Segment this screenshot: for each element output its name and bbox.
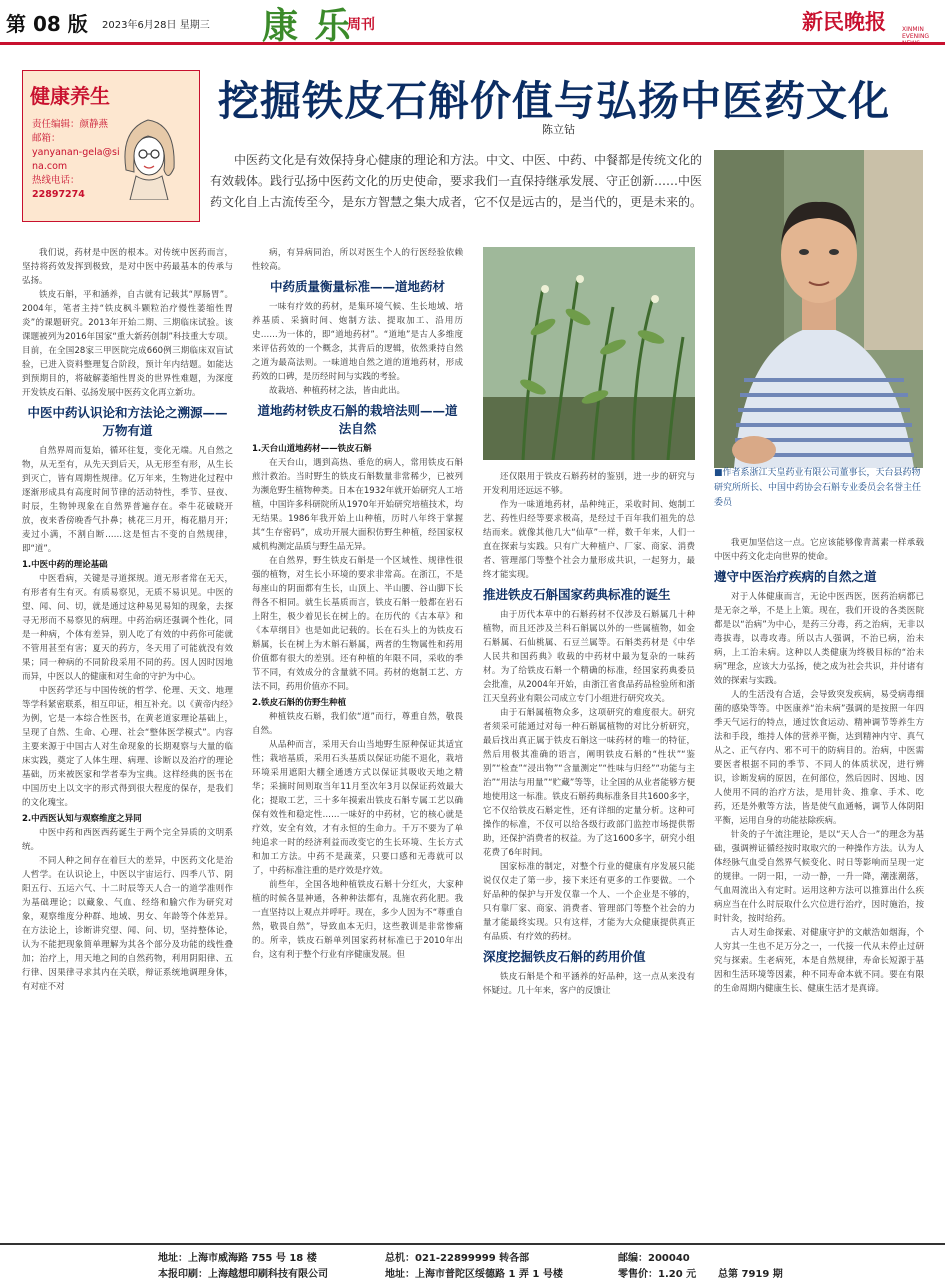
footer-postcode: 邮编：200040 [618, 1253, 690, 1264]
article-title: 挖掘铁皮石斛价值与弘扬中医药文化 [218, 78, 890, 124]
paragraph: 种植铁皮石斛，我们依“道”而行，尊重自然，敬畏自然。 [252, 712, 463, 736]
paragraph: 还仅限用于铁皮石斛药材的鉴别，进一步的研究与开发利用还远远不够。 [483, 472, 695, 496]
subsection-heading: 2.中西医认知与观察维度之异同 [22, 814, 142, 824]
section-heading: 深度挖掘铁皮石斛的药用价值 [483, 949, 646, 964]
publication-date: 2023年6月28日 星期三 [102, 20, 210, 31]
footer-switchboard: 总机：021-22899999 转各部 [385, 1253, 530, 1264]
footer-printer-address: 地址：上海市普陀区绥德路 1 弄 1 号楼 [385, 1269, 563, 1280]
text-column-2 [252, 246, 463, 1241]
dendrobium-plant-photo [483, 247, 695, 460]
section-heading: 遵守中医治疗疾病的自然之道 [714, 569, 877, 584]
paragraph: 由于历代本草中的石斛药材不仅涉及石斛属几十种植物，而且还涉及兰科石斛属以外的一些属植物，如金石斛属、石仙桃属、石豆兰属等。石斛类药材是《中华人民共和国药典》收载的中药材中最为复杂的一味药材。为了给铁皮石斛一个精确的标准，经国家药典委员会批准，从2004年开始，由浙江省食品药品检验所和浙江天皇药业有限公司成立专门小组进行研究攻关。 [483, 610, 695, 704]
paragraph: 我们说，药材是中医的根本。对传统中医药而言，坚持将药效发挥到极致，是对中医中药最基本的传承与弘扬。 [22, 248, 233, 286]
photo-caption: ■作者系浙江天皇药业有限公司董事长，天台县药物研究所所长、中国中药协会石斛专业委员会名誉主任委员 [714, 468, 922, 508]
paragraph: 在天台山，遇到高热、垂危的病人，常用铁皮石斛煎汁救治。当时野生的铁皮石斛数量非常稀少，已被列为濒危野生植物种类。日本在1932年就开始研究人工培植，中国许多科研院所从1970年开始研究培植技术，均无结果。1986年我开始上山种植，历时八年终于掌握其“生存密码”，成功开展大面积仿野生种植，经国家权威机构测定品质与野生品无异。 [252, 458, 463, 552]
text-column-1 [22, 246, 233, 1241]
paragraph: 中医药学还与中国传统的哲学、伦理、天文、地理等学科紧密联系，相互印证，相互补充。以《黄帝内经》为例，它是一本综合性医书，在黄老道家理论基础上，呈现了自然、生命、心理、社会“整体医学模式”。内容主要来源于中国古人对生命现象的长期观察与大量的临床实践，奠定了人体生理、病理、诊断以及治疗的理论基础，历来被医家和学者奉为宝典。这样经典的医书在中国历史上以文字的形式得到很大程度的保存，是我们的文化瑰宝。 [22, 686, 233, 808]
paragraph: 不同人种之间存在着巨大的差异，中医药文化是治人哲学。在认识论上，中医以宇宙运行、四季八节、阴阳五行、五运六气、十二时辰等天人合一的道学准则作为基础理论；以藏象、气血、经络和腧穴作为研究对象，观察维度分种群、地域、男女、年龄等个体差异。在方法论上，诊断讲究望、闻、问、切，坚持整体论，认为不能把现象简单理解为其各个部分及功能的线性叠加；治疗上，用天地之间的自然药物，利用阴阳律、五行律、因果律寻求其内在关联，辩证系统地调理身体，有对症不对 [22, 856, 233, 992]
section-heading: 推进铁皮石斛国家药典标准的诞生 [483, 587, 671, 602]
paragraph: 一味有疗效的药材，是集环境气候、生长地域、培养基质、采摘时间、炮制方法、提取加工、沿用历史……为一体的，即“道地药材”。“道地”是古人多维度来评估药效的一个概念，其背后的逻辑，依然秉持自然之道为最高法则。一味道地自然之道的道地药材，形成药效的口碑，是历经时间与实践的考验。 [252, 302, 463, 382]
author-photo [714, 150, 923, 468]
text-column-4 [714, 536, 924, 1241]
hotline-number: 22897274 [32, 189, 85, 200]
section-heading: 中药质量衡量标准——道地药材 [269, 279, 445, 294]
paragraph: 铁皮石斛，平和涵养，自古就有记载其“厚肠胃”。2004年，笔者主持“铁皮枫斗颗粒治疗慢性萎缩性胃炎”的课题研究。2013年开始二期、三期临床试验。该课题被列为2016年国家“重大新药创制”科技重大专项。目前，在全国28家三甲医院完成660例三期临床双盲试验，已进入资料整理复合阶段，预计年内结题。如能达到预期目的，将破解萎缩性胃炎的世界性难题，为深度开发铁皮石斛、弘扬发展中医药文化再立新功。 [22, 290, 233, 398]
paragraph: 国家标准的制定，对整个行业的健康有序发展只能说仅仅走了第一步，接下来还有更多的工作要做。一个好品种的保护与开发仅靠一个人、一个企业是不够的，只有靠厂家、商家、消费者、管理部门等整个社会的力量才能最终实现。只有这样，才能为大众健康提供真正有品质、有疗效的药材。 [483, 862, 695, 942]
editor-label: 责任编辑：颜静燕 [32, 119, 109, 130]
subsection-heading: 1.中医中药的理论基础 [22, 560, 108, 570]
article-lead: 中医药文化是有效保持身心健康的理论和方法。中文、中医、中药、中餐都是传统文化的有效载体。践行弘扬中医药文化的历史使命，要求我们一直保持继承发展、守正创新……中医药文化自上古流传至今，是东方智慧之集大成者，它不仅是远古的，是当代的，更是未来的。 [210, 153, 703, 209]
paragraph: 中医中药和西医西药诞生于两个完全异质的文明系统。 [22, 828, 233, 852]
email-address[interactable]: yanyanan-gela@sina.com [32, 147, 120, 172]
paragraph: 在自然界，野生铁皮石斛是一个区域性、规律性很强的植物，对生长小环境的要求非常高。在浙江，不是每座山的阴面都有生长，山顶上、半山腰、谷山脚下长得各不相同。就生长基质而言，铁皮石斛一般都在岩石上附生，极少着见长在树上的。在历代的《古本草》和《本草纲目》也是如此记载的。长在石头上的为铁皮石斛属，长在树上为木斛石斛属，两者的生物属性和药用价值都有很大的差别。还有种植的年限不同，采收的季节不同，有效成分的含量就不同。药材的炮制工艺、方法不同，药用价值亦不同。 [252, 556, 463, 692]
column-name: 健康养生 [30, 84, 110, 108]
paragraph: 作为一味道地药材，品种纯正，采收时间、炮制工艺、药性归经等要求极高，是经过千百年我们祖先的总结而来。就像其他几大“仙草”一样，数千年来，人们一直在探索与实践。只有广大种植户、厂家、商家、消费者、管理部门等整个社会力量形成共识，一起努力，最终才能实现。 [483, 500, 695, 580]
paragraph: 病，有异病同治，所以对医生个人的行医经验依赖性较高。 [252, 248, 463, 272]
section-heading: 中医中药认识论和方法论之溯源——万物有道 [27, 405, 228, 438]
subsection-heading: 2.铁皮石斛的仿野生种植 [252, 698, 347, 708]
paragraph: 中医看病，关键是寻道探规。道无形者常在无天，有形者有生有灭。有质易察见，无质不易识见。中医的望、闻、问、切，就是通过这种易见易知的现象，去探寻无形而不易察见的病理。中药治病还强调个性化，同是一种病，个体有差异，别人吃了有效的中药你可能就不管用甚至有害；夏天的药方，冬天用了可能就没有效果；同一种病的不同阶段采用不同的药。因人因时因地而异，中医以人的健康和对生命的守护为中心。 [22, 574, 233, 682]
supplement-logo: 康 乐 [262, 5, 353, 47]
section-heading: 道地药材铁皮石斛的栽培法则——道法自然 [257, 403, 458, 436]
hotline-label: 热线电话： [32, 175, 80, 186]
article-author: 陈立钻 [542, 123, 575, 136]
paragraph: 故栽培、种植药材之法，皆由此出。 [269, 386, 406, 396]
footer-address: 地址：上海市威海路 755 号 18 楼 [158, 1253, 317, 1264]
paragraph: 前些年，全国各地种植铁皮石斛十分红火，大家种植的时候各显神通，各种种法都有，乱施农药化肥。我一直坚持以上观点并呼吁。现在，多少人因为不“尊重自然，敬畏自然”，导致血本无归，这些教训是非常惨痛的。所幸，铁皮石斛单列国家药材标准已于2010年出台，这有利于整个行业有序健康发展。但 [252, 880, 463, 960]
email-label: 邮箱： [32, 133, 61, 144]
editor-avatar [118, 110, 180, 200]
masthead-subtitle: XINMIN EVENING NEWS [902, 26, 930, 47]
supplement-suffix: 周刊 [347, 17, 375, 33]
newspaper-masthead: 新民晚报 [802, 9, 886, 34]
footer-issue-number: 总第 7919 期 [718, 1269, 783, 1280]
paragraph: 自然界周而复始，循环往复，变化无端。凡自然之物，从无至有，从先天到后天，从无形至有形，从生长到灭亡，皆有周期性规律。亿万年来，生物进化过程中逐渐形成具有高度时间节律的活动特性，季节、昼夜、时辰，生物钟现象在自然界普遍存在。牵牛花破晓开放，夜来香傍晚香气扑鼻；桃花三月开，梅花腊月开；麦过小满，不割自断……这是恒古不变的自然规律，即“道”。 [22, 446, 233, 554]
paragraph: 针灸的子午流注理论，是以“天人合一”的理念为基础，强调辨证循经按时取取穴的一种操作方法。认为人体经脉气血受自然界气候变化、时日等影响而呈现一定的规律。一阴一阳，一动一静，一升一降，潮涨潮落，气血周流出入有定时。运用这种方法可以推算出什么疾病应当在什么时辰取什么穴位进行治疗，因时施治，按时针灸，按时给药。 [714, 830, 924, 924]
footer-printer: 本报印刷：上海越想印刷科技有限公司 [158, 1269, 328, 1280]
paragraph: 铁皮石斛是个和平涵养的好品种，这一点从来没有怀疑过。几十年来，客户的反馈让 [483, 972, 695, 996]
text-column-3 [483, 470, 695, 1241]
paragraph: 对于人体健康而言，无论中医西医，医药治病都已是无奈之举，不是上上策。现在，我们开设的各类医院都是以“治病”为中心，是药三分毒，药之治病，无非以毒拔毒，以毒攻毒。所以古人强调，不治已病，治未病，上工治未病。这种以人类健康为终极目标的“治未病”理念，应该大力弘扬，使之成为社会共识，并付诸有效的探索与实践。 [714, 592, 924, 686]
paragraph: 我更加坚信这一点。它应该能够像青蒿素一样承载中医中药文化走向世界的使命。 [714, 538, 924, 562]
paragraph: 古人对生命探索、对健康守护的文献浩如烟海，个人穷其一生也不足万分之一，一代接一代从未停止过研究与探索。生老病死，本是自然规律，寿命长短源于基因和生活环境等因素，种不同寿命本就不同。要在有限的生命周期内健康生长、健康生活才是真谛。 [714, 928, 924, 994]
page-footer [0, 1243, 945, 1282]
footer-price: 零售价：1.20 元 [618, 1269, 697, 1280]
paragraph: 从品种而言，采用天台山当地野生原种保证其适宜性；栽培基质，采用石头基质以保证功能不退化，栽培环境采用遮阳大棚全通透方式以保证其吸收天地之精华；采摘时间则取当年11月至次年3月以保证药效最大化；提取工艺，三十多年摸索出铁皮石斛专属工艺以确保有效性和稳定性……一味好的中药材，它的核心就是疗效，安全有效，才有永恒的生命力。千万不要为了单纯追求一时的经济利益而改变它的生长环境、生长方式和加工方法。中药不是蔬菜，只要口感和无毒就可以了，中药标准注重的是疗效是疗效。 [252, 740, 463, 876]
column-contact [32, 118, 122, 202]
paragraph: 由于石斛属植物众多，这项研究的难度很大。研究者须采可能通过对每一种石斛属植物的对比分析研究，最后找出真正属于铁皮石斛这一味药材的唯一的特征，然后用极其准确的语言，阐明铁皮石斛的“性状”“鉴别”“检查”“浸出物”“含量测定”“性味与归经”“功能与主治”“用法与用量”“贮藏”等等，让全国的从业者能够方便地使用这一标准。铁皮石斛药典标准条目共1600多字，它不仅给铁皮石斛定性，还有详细的定量分析。这种可操作的标准，不仅可以给各级行政部门监控市场提供帮助，还保护消费者的权益。为了这1600多字，研究小组花费了6年时间。 [483, 708, 695, 858]
subsection-heading: 1.天台山道地药材——铁皮石斛 [252, 444, 372, 454]
paragraph: 人的生活没有合适，会导致突发疾病，易受病毒细菌的感染等等。中医康养“治未病”强调的是按照一年四季天气运行的特点，通过饮食运动、精神调节等养生方法和手段，维持人体的营养平衡，达到精神内守、真气从之、正气存内、邪不可干的防病目的。治病，中医需要医者根据不同的季节、不同人的体质状况，进行辨识，诊断发病的原因，在何部位，然后因时、因地、因人使用不同的治疗方法，是用针灸、推拿、手术、吃药，还是外敷等方法，皆是使气血通畅，调节人体阴阳平衡，运用自身的功能祛除疾病。 [714, 690, 924, 826]
page-number: 第 08 版 [6, 12, 88, 36]
